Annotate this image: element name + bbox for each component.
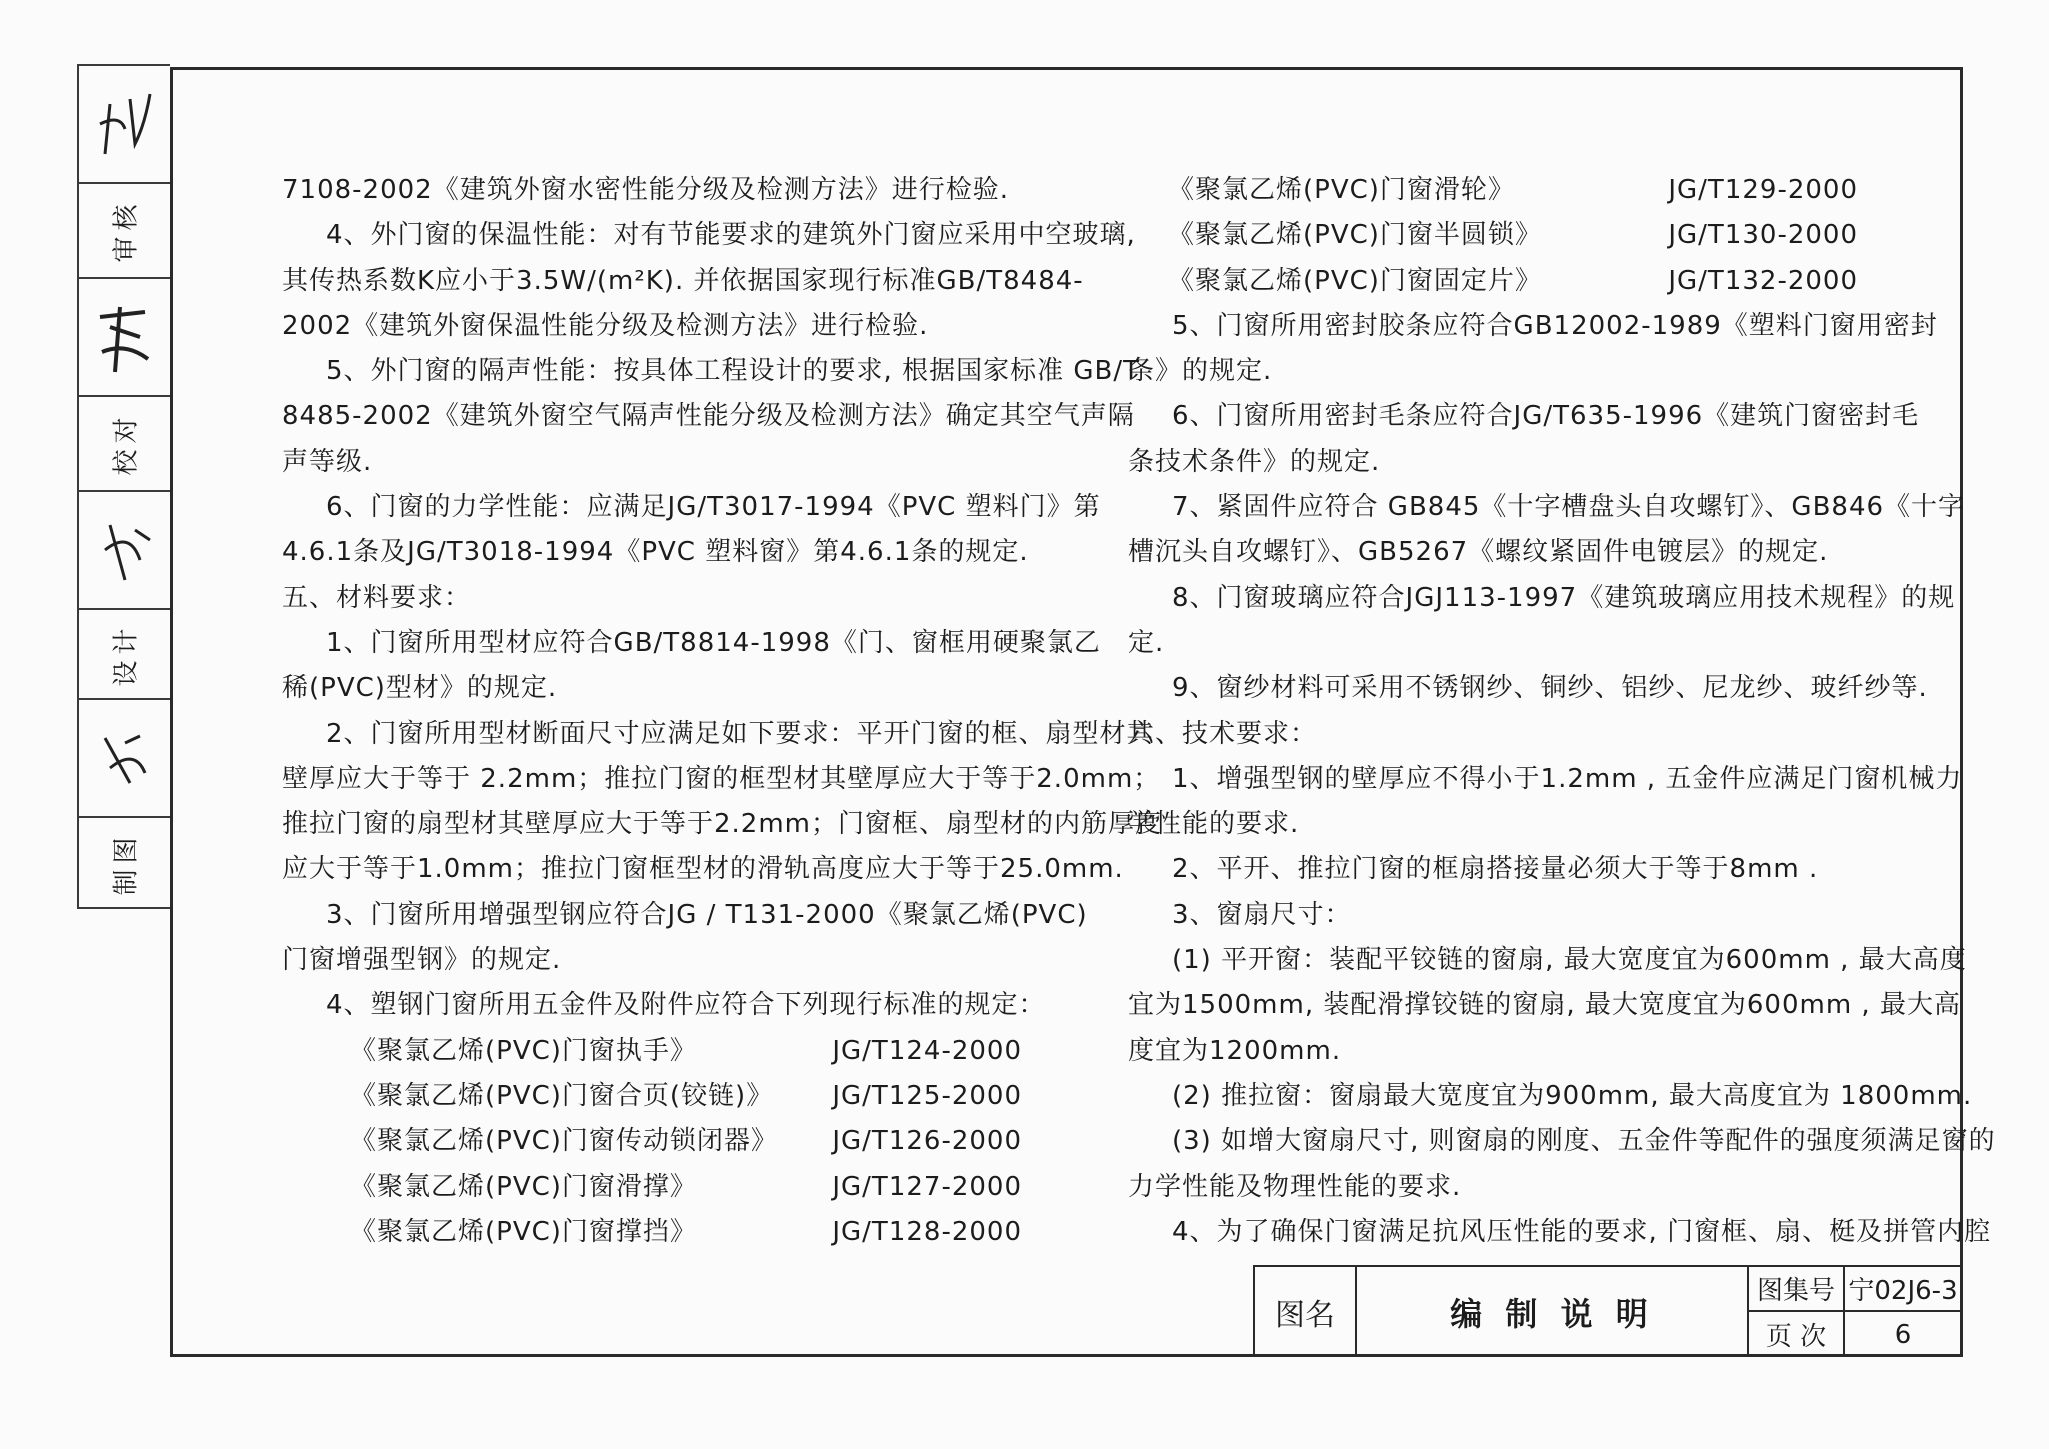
standard-row (1128, 213, 1858, 258)
sidebar-cell-drawing (79, 818, 170, 908)
paragraph-line: 门窗增强型钢》的规定. (282, 945, 562, 976)
paragraph-line: 6、门窗的力学性能：应满足JG/T3017-1994《PVC 塑料门》第 (326, 492, 1101, 523)
standard-row (282, 1165, 1022, 1210)
standard-name: 《聚氯乙烯(PVC)门窗传动锁闭器》 (350, 1126, 778, 1157)
paragraph-line: 2002《建筑外窗保温性能分级及检测方法》进行检验. (282, 310, 929, 341)
title-block (1253, 1265, 1961, 1357)
standard-code: JG/T126-2000 (832, 1126, 1022, 1157)
standard-name: 《聚氯乙烯(PVC)门窗执手》 (350, 1035, 697, 1066)
paragraph-line: 5、门窗所用密封胶条应符合GB12002-1989《塑料门窗用密封 (1172, 310, 1938, 341)
drawing-title: 编 制 说 明 (1357, 1267, 1749, 1357)
paragraph-line: 条技术条件》的规定. (1128, 446, 1381, 477)
handwritten-signature-icon (90, 718, 160, 798)
page-number: 6 (1894, 1319, 1912, 1350)
paragraph-line: 3、窗扇尺寸： (1172, 899, 1352, 930)
standard-name: 《聚氯乙烯(PVC)门窗滑撑》 (350, 1171, 697, 1202)
paragraph-line: 稀(PVC)型材》的规定. (282, 673, 558, 704)
standard-code: JG/T130-2000 (1668, 220, 1858, 251)
page-label: 页 次 (1749, 1312, 1845, 1357)
handwritten-signature-icon (90, 84, 160, 164)
standard-code: JG/T124-2000 (832, 1035, 1022, 1066)
paragraph-line: 应大于等于1.0mm；推拉门窗框型材的滑轨高度应大于等于25.0mm. (282, 854, 1124, 885)
right-column (1128, 168, 1996, 1255)
atlas-number-label: 图集号 (1749, 1267, 1845, 1312)
standard-row (282, 1119, 1022, 1164)
paragraph-line: 声等级. (282, 446, 373, 477)
standard-row (1128, 168, 1858, 213)
paragraph-line: 9、窗纱材料可采用不锈钢纱、铜纱、铝纱、尼龙纱、玻纤纱等. (1172, 673, 1928, 704)
standard-code: JG/T125-2000 (832, 1080, 1022, 1111)
atlas-number-value: 宁02J6-3 (1845, 1267, 1961, 1312)
standard-name: 《聚氯乙烯(PVC)门窗固定片》 (1168, 265, 1542, 296)
sidebar-cell-review (79, 184, 170, 279)
sidebar-label-check: 校对 (111, 411, 142, 476)
paragraph-line: 1、门窗所用型材应符合GB/T8814-1998《门、窗框用硬聚氯乙 (326, 627, 1101, 658)
standard-name: 《聚氯乙烯(PVC)门窗滑轮》 (1168, 175, 1515, 205)
paragraph-line: 学性能的要求. (1128, 809, 1300, 840)
paragraph-line: 4.6.1条及JG/T3018-1994《PVC 塑料窗》第4.6.1条的规定. (282, 537, 1029, 568)
paragraph-line: (3) 如增大窗扇尺寸, 则窗扇的刚度、五金件等配件的强度须满足窗的 (1172, 1126, 1996, 1157)
paragraph-line: (2) 推拉窗：窗扇最大宽度宜为900mm, 最大高度宜为 1800mm. (1172, 1080, 1973, 1111)
standard-code: JG/T129-2000 (1668, 175, 1858, 205)
sidebar-label-review: 审核 (111, 198, 142, 263)
paragraph-line: 槽沉头自攻螺钉》、GB5267《螺纹紧固件电镀层》的规定. (1128, 537, 1829, 568)
standard-row (1128, 259, 1858, 304)
paragraph-line: 2、门窗所用型材断面尺寸应满足如下要求：平开门窗的框、扇型材其 (326, 718, 1154, 749)
standard-name: 《聚氯乙烯(PVC)门窗半圆锁》 (1168, 220, 1542, 251)
paragraph-line: 4、塑钢门窗所用五金件及附件应符合下列现行标准的规定： (326, 990, 1046, 1021)
handwritten-signature-icon (90, 510, 160, 590)
drawing-name-label: 图名 (1255, 1267, 1357, 1357)
standard-row (282, 1029, 1022, 1074)
paragraph-line: 1、增强型钢的壁厚应不得小于1.2mm , 五金件应满足门窗机械力 (1172, 763, 1963, 794)
paragraph-line: 其传热系数K应小于3.5W/(m²K). 并依据国家现行标准GB/T8484- (282, 265, 1084, 296)
signature-cell-1 (79, 66, 170, 184)
signature-cell-2 (79, 279, 170, 397)
paragraph-line: 壁厚应大于等于 2.2mm；推拉门窗的框型材其壁厚应大于等于2.0mm； (282, 763, 1161, 794)
signature-sidebar (77, 64, 170, 909)
paragraph-line: 8、门窗玻璃应符合JGJ113-1997《建筑玻璃应用技术规程》的规 (1172, 582, 1956, 613)
paragraph-line: 4、为了确保门窗满足抗风压性能的要求, 门窗框、扇、梃及拼管内腔 (1172, 1216, 1992, 1247)
section-heading: 六、技术要求： (1128, 718, 1318, 749)
paragraph-line: 力学性能及物理性能的要求. (1128, 1171, 1462, 1202)
paragraph-line: 5、外门窗的隔声性能：按具体工程设计的要求, 根据国家标准 GB/T (326, 356, 1140, 387)
sidebar-label-drawing: 制图 (111, 830, 142, 896)
paragraph-line: 4、外门窗的保温性能：对有节能要求的建筑外门窗应采用中空玻璃, (326, 220, 1136, 251)
signature-cell-3 (79, 492, 170, 610)
signature-cell-4 (79, 700, 170, 818)
paragraph-line: 宜为1500mm, 装配滑撑铰链的窗扇, 最大宽度宜为600mm , 最大高 (1128, 990, 1961, 1021)
standard-code: JG/T132-2000 (1668, 265, 1858, 296)
paragraph-line: 7、紧固件应符合 GB845《十字槽盘头自攻螺钉》、GB846《十字 (1172, 492, 1966, 523)
paragraph-line: 6、门窗所用密封毛条应符合JG/T635-1996《建筑门窗密封毛 (1172, 401, 1920, 432)
left-column (282, 168, 1163, 1255)
paragraph-line: 条》的规定. (1128, 356, 1273, 387)
paragraph-line: 8485-2002《建筑外窗空气隔声性能分级及检测方法》确定其空气声隔 (282, 401, 1135, 432)
section-heading: 五、材料要求： (282, 582, 472, 613)
standard-name: 《聚氯乙烯(PVC)门窗合页(铰链)》 (350, 1080, 774, 1111)
standard-name: 《聚氯乙烯(PVC)门窗撑挡》 (350, 1216, 697, 1247)
paragraph-line: 推拉门窗的扇型材其壁厚应大于等于2.2mm；门窗框、扇型材的内筋厚度 (282, 809, 1163, 840)
paragraph-line: 7108-2002《建筑外窗水密性能分级及检测方法》进行检验. (282, 175, 1009, 205)
paragraph-line: 3、门窗所用增强型钢应符合JG / T131-2000《聚氯乙烯(PVC) (326, 899, 1088, 930)
sidebar-cell-design (79, 610, 170, 700)
standard-code: JG/T128-2000 (832, 1216, 1022, 1247)
sidebar-cell-check (79, 397, 170, 492)
paragraph-line: (1) 平开窗：装配平铰链的窗扇, 最大宽度宜为600mm , 最大高度 (1172, 945, 1967, 976)
paragraph-line: 2、平开、推拉门窗的框扇搭接量必须大于等于8mm . (1172, 854, 1819, 885)
sidebar-label-design: 设计 (111, 621, 142, 687)
paragraph-line: 度宜为1200mm. (1128, 1035, 1342, 1066)
standard-row (282, 1074, 1022, 1119)
standard-row (282, 1210, 1022, 1255)
paragraph-line: 定. (1128, 627, 1165, 658)
handwritten-signature-icon (90, 297, 160, 377)
standard-code: JG/T127-2000 (832, 1171, 1022, 1202)
